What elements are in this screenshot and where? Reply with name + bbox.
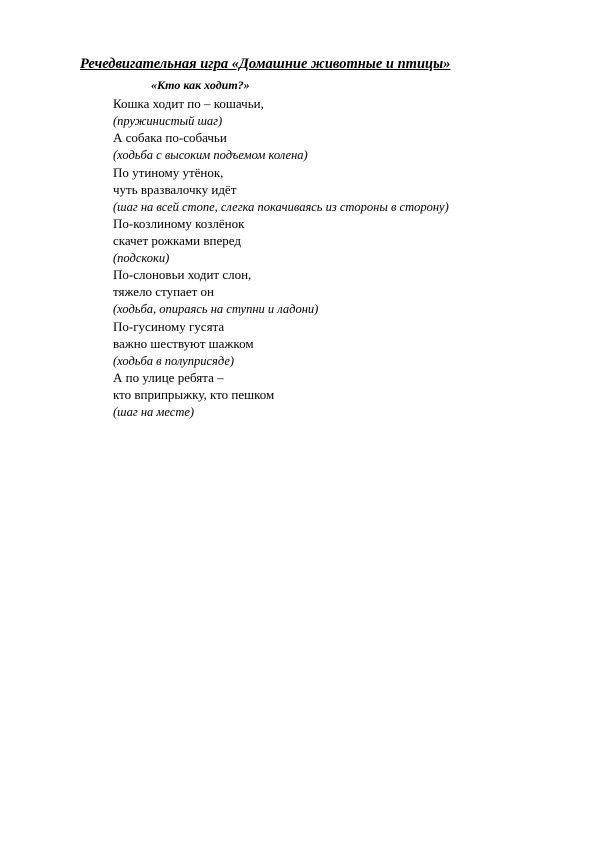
poem-line: А собака по-собачьи [113,130,227,145]
poem-line: По-слоновьи ходит слон, [113,267,252,282]
poem-line: По-гусиному гусята [113,319,225,334]
poem-line: По утиному утёнок, [113,165,224,180]
poem-line: важно шествуют шажком [113,336,254,351]
movement-note: (ходьба с высоким подъемом колена) [113,148,308,162]
document-title: Речедвигательная игра «Домашние животные и птицы» [80,56,451,72]
poem-line: тяжело ступает он [113,284,214,299]
movement-note: (ходьба в полуприсяде) [113,354,235,368]
poem-line: кто вприпрыжку, кто пешком [113,387,275,402]
document-subtitle: «Кто как ходит?» [151,78,250,92]
poem-line: Кошка ходит по – кошачьи, [113,96,264,111]
poem-line: А по улице ребята – [113,370,224,385]
poem-line: чуть вразвалочку идёт [113,182,237,197]
movement-note: (шаг на всей стопе, слегка покачиваясь из стороны в сторону) [113,200,449,214]
movement-note: (шаг на месте) [113,405,195,419]
poem-line: По-козлиному козлёнок [113,216,245,231]
movement-note: (ходьба, опираясь на ступни и ладони) [113,302,319,316]
poem-line: скачет рожками вперед [113,233,241,248]
movement-note: (подскоки) [113,251,170,265]
movement-note: (пружинистый шаг) [113,114,223,128]
